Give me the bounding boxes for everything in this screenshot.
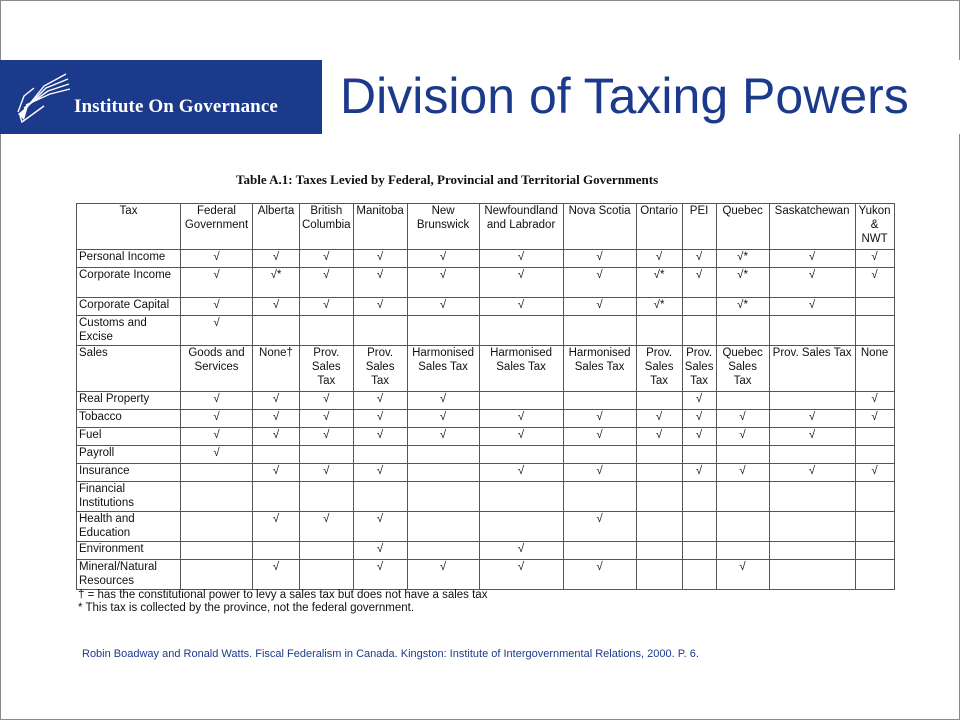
table-cell: Prov. Sales Tax [353,346,407,392]
table-caption: Table A.1: Taxes Levied by Federal, Provincial and Territorial Governments [236,172,659,187]
table-cell: √ [353,298,407,316]
table-cell [181,542,253,560]
table-cell [181,512,253,542]
row-label: Financial Institutions [77,482,181,512]
table-cell: √* [636,268,682,298]
row-label: Fuel [77,428,181,446]
table-cell: Quebec Sales Tax [716,346,769,392]
table-row [77,446,895,464]
table-cell: √ [855,250,894,268]
table-cell: √ [563,298,636,316]
row-label: Payroll [77,446,181,464]
table-cell [353,482,407,512]
table-cell [353,446,407,464]
table-cell: √ [353,250,407,268]
table-row [77,346,895,392]
citation: Robin Boadway and Ronald Watts. Fiscal Federalism in Canada. Kingston: Institute of Intergovernmental Relations, 2000. P. 6. [82,648,699,660]
table-cell: √ [407,392,479,410]
table-cell [855,512,894,542]
table-cell [769,482,855,512]
table-cell: √ [769,410,855,428]
table-cell: √ [636,250,682,268]
table-cell: √ [253,512,300,542]
column-header: Yukon & NWT [855,204,894,250]
table-cell [563,392,636,410]
table-cell [682,560,716,590]
table-cell: √ [716,428,769,446]
table-cell: √ [479,542,563,560]
table-cell [855,316,894,346]
row-label: Insurance [77,464,181,482]
table-cell [769,316,855,346]
table-cell: √ [181,268,253,298]
table-cell: Prov. Sales Tax [300,346,354,392]
table-cell: √ [769,268,855,298]
table-cell [855,298,894,316]
table-cell [855,482,894,512]
table-cell: √ [353,268,407,298]
table-cell: √ [353,392,407,410]
table-cell: √ [636,428,682,446]
table-row [77,464,895,482]
table-cell: √ [300,464,354,482]
table-cell [636,316,682,346]
row-label: Corporate Income [77,268,181,298]
table-cell: √ [855,268,894,298]
table-cell [563,316,636,346]
row-label: Customs and Excise [77,316,181,346]
table-cell: Harmonised Sales Tax [407,346,479,392]
table-cell [855,446,894,464]
table-cell [253,482,300,512]
table-cell: √ [353,464,407,482]
table-cell: √ [682,392,716,410]
column-header: Quebec [716,204,769,250]
table-cell: √* [636,298,682,316]
table-cell: √ [181,446,253,464]
table-cell [682,512,716,542]
table-cell [407,512,479,542]
table-cell: √ [181,392,253,410]
table-cell: √ [563,268,636,298]
table-cell [682,446,716,464]
table-cell: √ [479,298,563,316]
column-header: Nova Scotia [563,204,636,250]
table-cell [563,482,636,512]
column-header: Federal Government [181,204,253,250]
table-cell: Harmonised Sales Tax [479,346,563,392]
table-cell: √ [181,410,253,428]
table-cell [300,316,354,346]
table-cell: None† [253,346,300,392]
table-cell [479,446,563,464]
table-cell: √ [181,250,253,268]
table-cell: Goods and Services [181,346,253,392]
table-cell: √ [407,298,479,316]
table-cell: √ [253,392,300,410]
table-cell [769,542,855,560]
table-cell: √ [300,298,354,316]
table-cell [636,464,682,482]
table-cell [300,560,354,590]
table-cell: √ [407,428,479,446]
table-cell: √ [563,464,636,482]
column-header: PEI [682,204,716,250]
table-cell [479,392,563,410]
table-cell [716,316,769,346]
table-cell: √* [716,298,769,316]
table-cell: √ [479,428,563,446]
table-cell [855,428,894,446]
table-row [77,560,895,590]
table-cell: √ [769,428,855,446]
table-cell: √ [563,428,636,446]
row-label: Tobacco [77,410,181,428]
table-cell: √ [479,268,563,298]
table-cell: None [855,346,894,392]
table-cell [353,316,407,346]
table-cell [479,482,563,512]
footnotes [78,589,487,615]
column-header: Tax [77,204,181,250]
table-cell: √ [300,268,354,298]
table-cell [716,446,769,464]
table-cell [407,316,479,346]
column-header: New Brunswick [407,204,479,250]
table-cell: √ [181,428,253,446]
table-cell [407,464,479,482]
table-row [77,316,895,346]
table-cell: √ [682,250,716,268]
table-cell: √ [682,428,716,446]
table-cell [563,542,636,560]
table-cell: √ [479,560,563,590]
table-cell [479,512,563,542]
table-cell [769,392,855,410]
institute-logo-icon [14,66,74,126]
logo [0,60,315,134]
table-cell: √ [479,464,563,482]
table-cell: √ [353,512,407,542]
table-cell [769,560,855,590]
table-cell [682,482,716,512]
table-cell: √ [300,410,354,428]
table-cell: √ [253,298,300,316]
row-label: Real Property [77,392,181,410]
table-cell: √ [716,464,769,482]
slide-title: Division of Taxing Powers [340,68,909,124]
table-row [77,250,895,268]
row-label: Health and Education [77,512,181,542]
table-cell [479,316,563,346]
table-cell [253,542,300,560]
table-cell [181,464,253,482]
table-cell: √ [407,268,479,298]
table-cell: √ [855,410,894,428]
table-cell [636,482,682,512]
table-cell: √ [407,560,479,590]
table-cell [636,392,682,410]
table-cell: √ [253,410,300,428]
table-cell: √ [407,410,479,428]
table-cell: √* [716,250,769,268]
table-row [77,428,895,446]
row-label: Sales [77,346,181,392]
table-cell [682,316,716,346]
table-cell: √ [353,542,407,560]
table-cell: √ [682,464,716,482]
table-cell: √* [716,268,769,298]
table-cell: √ [716,410,769,428]
table-row [77,410,895,428]
table-cell: √ [563,250,636,268]
table-cell: √ [300,512,354,542]
table-cell: √ [682,410,716,428]
table-cell: Prov. Sales Tax [636,346,682,392]
table-cell [407,482,479,512]
table-cell: √ [253,464,300,482]
table-cell: √ [563,512,636,542]
table-cell: √ [300,250,354,268]
table-cell [716,542,769,560]
row-label: Corporate Capital [77,298,181,316]
table-cell: √ [855,392,894,410]
table-cell: √ [253,428,300,446]
table-row [77,268,895,298]
table-cell [636,542,682,560]
table-cell: √ [407,250,479,268]
table-cell [716,512,769,542]
footnote-dagger: † = has the constitutional power to levy a sales tax but does not have a sales tax [78,589,488,601]
table-cell [181,482,253,512]
table-cell [253,316,300,346]
table-cell [769,512,855,542]
column-header: British Columbia [300,204,354,250]
table-cell [636,446,682,464]
table-cell: √ [353,428,407,446]
table-cell: √ [563,560,636,590]
table-cell [855,560,894,590]
table-cell: √ [769,464,855,482]
row-label: Mineral/Natural Resources [77,560,181,590]
table-row [77,542,895,560]
logo-text: Institute On Governance [74,96,278,117]
table-cell [682,542,716,560]
table-cell: √ [181,298,253,316]
header-banner [0,60,960,134]
table-cell [300,542,354,560]
table-cell [636,560,682,590]
table-cell: √ [253,560,300,590]
table-cell: Prov. Sales Tax [682,346,716,392]
table-cell: √ [855,464,894,482]
table-row [77,482,895,512]
tax-table [76,203,895,590]
table-cell [563,446,636,464]
table-cell: √ [300,392,354,410]
table-cell [300,446,354,464]
table-cell [855,542,894,560]
row-label: Personal Income [77,250,181,268]
table-cell [682,298,716,316]
table-cell [407,542,479,560]
table-cell [716,392,769,410]
table-row [77,298,895,316]
table-cell: √ [300,428,354,446]
column-header: Ontario [636,204,682,250]
footnote-asterisk: * This tax is collected by the province, not the federal government. [78,602,415,614]
table-cell: √ [253,250,300,268]
table-cell: √ [479,410,563,428]
table-cell: √ [636,410,682,428]
table-cell: √ [769,250,855,268]
table-cell: √ [769,298,855,316]
table-cell: √ [181,316,253,346]
column-header: Newfoundland and Labrador [479,204,563,250]
table-cell [636,512,682,542]
table-cell: Prov. Sales Tax [769,346,855,392]
table-cell: √ [479,250,563,268]
table-cell [769,446,855,464]
table-row [77,392,895,410]
table-cell: √ [353,410,407,428]
table-cell [181,560,253,590]
table-row [77,512,895,542]
table-cell [300,482,354,512]
table-cell [716,482,769,512]
table-cell: Harmonised Sales Tax [563,346,636,392]
table-cell: √* [253,268,300,298]
table-cell: √ [563,410,636,428]
column-header: Manitoba [353,204,407,250]
column-header: Alberta [253,204,300,250]
table-cell: √ [716,560,769,590]
table-cell: √ [353,560,407,590]
column-header: Saskatchewan [769,204,855,250]
table-cell [253,446,300,464]
title-box [322,60,960,134]
row-label: Environment [77,542,181,560]
table-cell: √ [682,268,716,298]
table-cell [407,446,479,464]
table-header-row [77,204,895,250]
